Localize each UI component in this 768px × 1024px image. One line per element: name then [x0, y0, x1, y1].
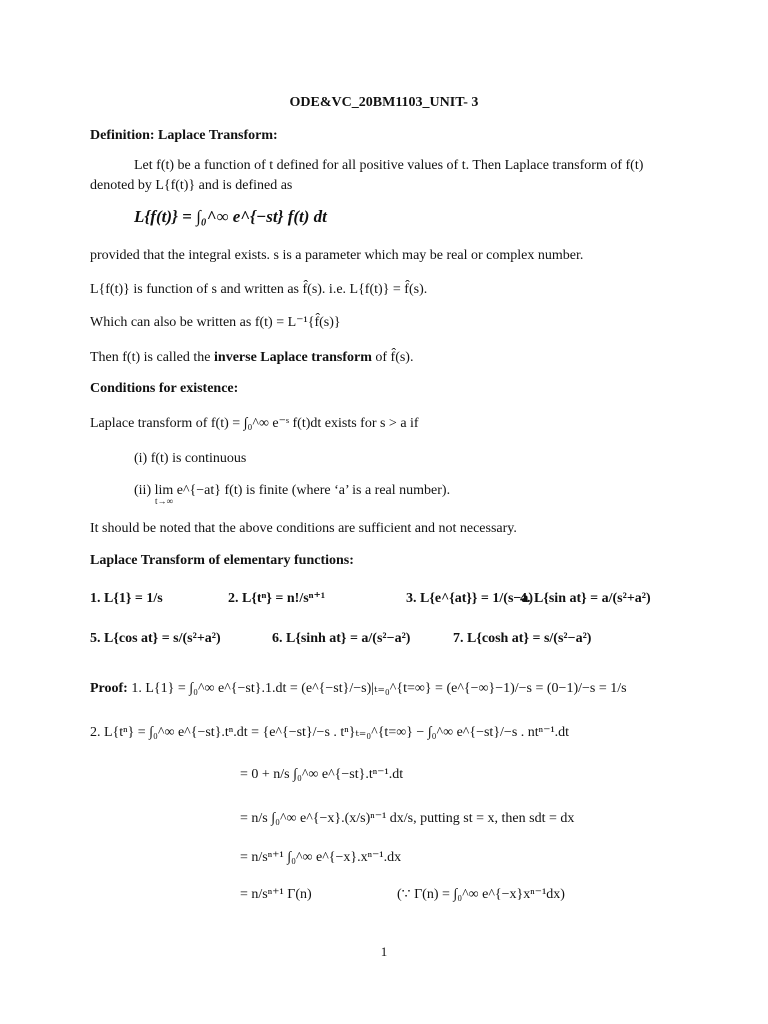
limit-subscript: t→∞ [155, 496, 173, 506]
inverse-laplace-term: inverse Laplace transform [214, 350, 372, 365]
existence-statement: Laplace transform of f(t) = ∫₀^∞ e⁻ˢ f(t)dt exists for s > a if [90, 416, 419, 431]
condition-continuous: (i) f(t) is continuous [134, 451, 247, 466]
proof-line-2: 2. L{tⁿ} = ∫₀^∞ e^{−st}.tⁿ.dt = {e^{−st}/−s . tⁿ}ₜ₌₀^{t=∞} − ∫₀^∞ e^{−st}/−s . ntⁿ⁻¹.dt [90, 725, 570, 740]
elementary-heading: Laplace Transform of elementary functions: [90, 553, 354, 568]
inverse-notation-text: Which can also be written as f(t) = L⁻¹{f̂(s)} [90, 315, 341, 330]
definition-heading: Definition: Laplace Transform: [90, 128, 278, 143]
sufficiency-note: It should be noted that the above conditions are sufficient and not necessary. [90, 521, 517, 536]
proof-label: Proof: [90, 681, 128, 696]
gamma-function-note: (∵ Γ(n) = ∫₀^∞ e^{−x}xⁿ⁻¹dx) [397, 887, 565, 902]
inverse-laplace-sentence [90, 349, 413, 367]
formula-laplace-of-1: 1. L{1} = 1/s [90, 591, 163, 606]
function-of-s-text: L{f(t)} is function of s and written as f̂(s). i.e. L{f(t)} = f̂(s). [90, 282, 428, 297]
proof-line-4: = n/s ∫₀^∞ e^{−x}.(x/s)ⁿ⁻¹ dx/s, putting st = x, then sdt = dx [240, 811, 575, 826]
proof-line-3: = 0 + n/s ∫₀^∞ e^{−st}.tⁿ⁻¹.dt [240, 767, 404, 782]
proof-line-6: = n/sⁿ⁺¹ Γ(n) [240, 887, 312, 902]
formula-laplace-of-sinh: 6. L{sinh at} = a/(s²−a²) [272, 631, 411, 646]
formula-laplace-of-t-power-n: 2. L{tⁿ} = n!/sⁿ⁺¹ [228, 591, 326, 606]
existence-heading: Conditions for existence: [90, 381, 239, 396]
proof-line-1-text: 1. L{1} = ∫₀^∞ e^{−st}.1.dt = (e^{−st}/−s)|ₜ₌₀^{t=∞} = (e^{−∞}−1)/−s = (0−1)/−s = 1/s [131, 681, 627, 696]
formula-laplace-of-cosh: 7. L{cosh at} = s/(s²−a²) [453, 631, 592, 646]
inverse-suffix: of f̂(s). [371, 350, 414, 365]
proof-line-5: = n/sⁿ⁺¹ ∫₀^∞ e^{−x}.xⁿ⁻¹.dx [240, 850, 402, 865]
formula-laplace-of-cos: 5. L{cos at} = s/(s²+a²) [90, 631, 221, 646]
formula-laplace-of-sin: 4. L{sin at} = a/(s²+a²) [520, 591, 651, 606]
proof-line-1 [90, 680, 627, 698]
page-number: 1 [380, 944, 388, 959]
condition-limit: (ii) lim e^{−at} f(t) is finite (where ‘a’ is a real number). [134, 483, 451, 498]
definition-paragraph-line2: denoted by L{f(t)} and is defined as [90, 178, 293, 193]
provided-text: provided that the integral exists. s is a parameter which may be real or complex number. [90, 248, 584, 263]
laplace-definition-formula: L{f(t)} = ∫₀^∞ e^{−st} f(t) dt [134, 207, 327, 226]
document-title: ODE&VC_20BM1103_UNIT- 3 [289, 95, 479, 110]
formula-laplace-of-exp: 3. L{e^{at}} = 1/(s−a) [406, 591, 534, 606]
inverse-prefix: Then f(t) is called the [90, 350, 215, 365]
definition-paragraph-line1: Let f(t) be a function of t defined for all positive values of t. Then Laplace transform of f(t) [134, 158, 644, 173]
